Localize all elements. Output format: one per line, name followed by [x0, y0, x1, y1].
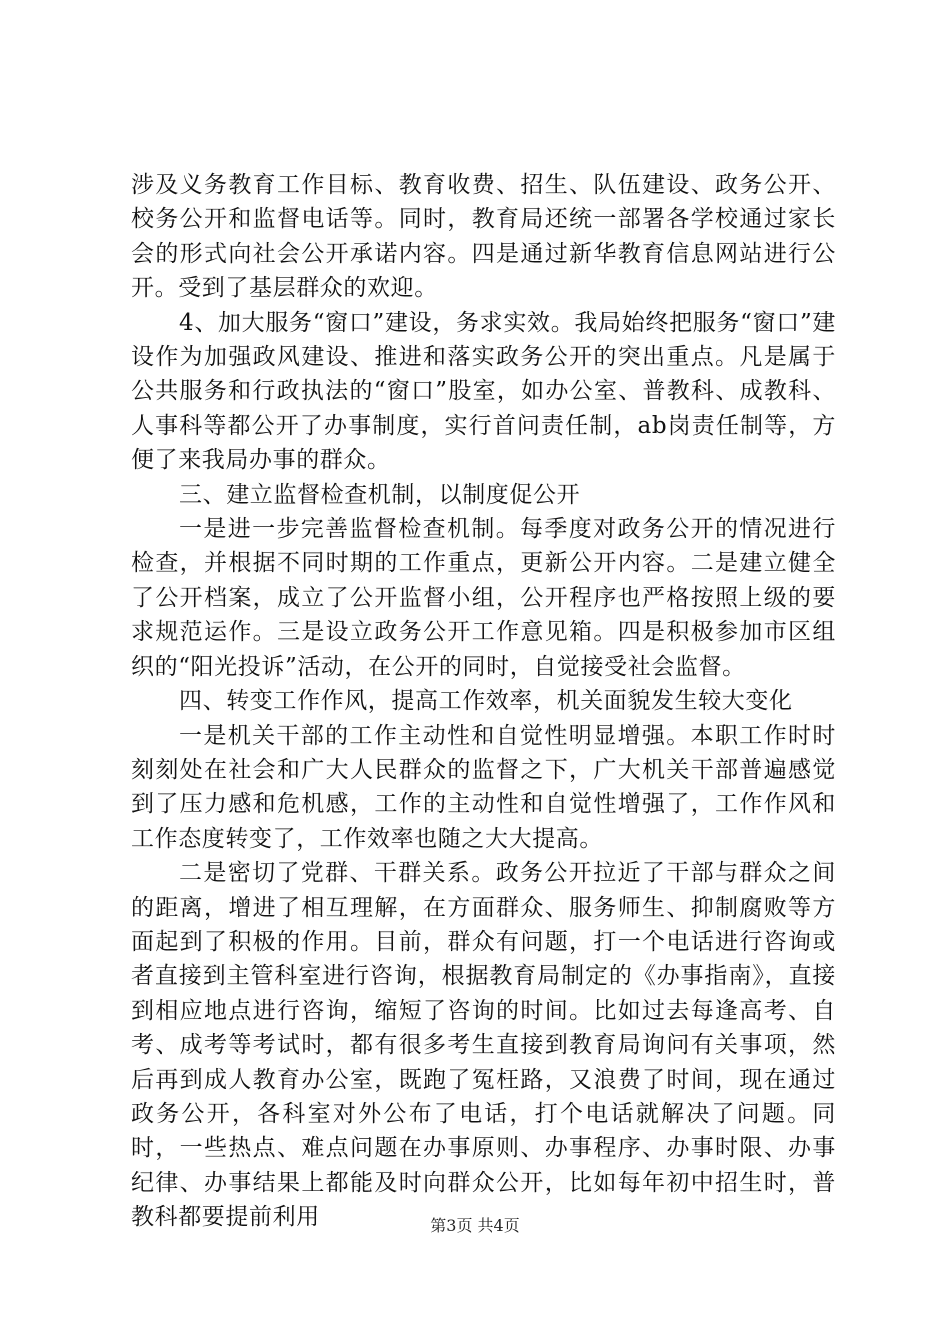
paragraph-supervision: 一是进一步完善监督检查机制。每季度对政务公开的情况进行检查，并根据不同时期的工作重点，更新公开内容。二是建立健全了公开档案，成立了公开监督小组，公开程序也严格按照上级的要求规范运作。三是设立政务公开工作意见箱。四是积极参加市区组织的“阳光投诉”活动，在公开的同时，自觉接受社会监督。	[131, 516, 836, 680]
paragraph-service-window: 4、加大服务“窗口”建设，务求实效。我局始终把服务“窗口”建设作为加强政风建设、推进和落实政务公开的突出重点。凡是属于公共服务和行政执法的“窗口”股室，如办公室、普教科、成教科、人事科等都公开了办事制度，实行首问责任制，ab岗责任制等，方便了来我局办事的群众。	[131, 309, 836, 474]
paragraph-relations: 二是密切了党群、干群关系。政务公开拉近了干部与群众之间的距离，增进了相互理解，在方面群众、服务师生、抑制腐败等方面起到了积极的作用。目前，群众有问题，打一个电话进行咨询或者直接到主管科室进行咨询，根据教育局制定的《办事指南》，直接到相应地点进行咨询，缩短了咨询的时间。比如过去每逢高考、自考、成考等考试时，都有很多考生直接到教育局询问有关事项，然后再到成人教育办公室，既跑了冤枉路，又浪费了时间，现在通过政务公开，各科室对外公布了电话，打个电话就解决了问题。同时，一些热点、难点问题在办事原则、办事程序、办事时限、办事纪律、办事结果上都能及时向群众公开，比如每年初中招生时，普教科都要提前利用	[131, 860, 836, 1231]
page-footer: 第3页 共4页	[430, 1216, 520, 1235]
document-body	[131, 168, 836, 1235]
paragraph-continued: 涉及义务教育工作目标、教育收费、招生、队伍建设、政务公开、校务公开和监督电话等。同时，教育局还统一部署各学校通过家长会的形式向社会公开承诺内容。四是通过新华教育信息网站进行公开。受到了基层群众的欢迎。	[131, 172, 836, 302]
paragraph-initiative: 一是机关干部的工作主动性和自觉性明显增强。本职工作时时刻刻处在社会和广大人民群众的监督之下，广大机关干部普遍感觉到了压力感和危机感，工作的主动性和自觉性增强了，工作作风和工作态度转变了，工作效率也随之大大提高。	[131, 722, 836, 852]
section-heading-supervision: 三、建立监督检查机制，以制度促公开	[179, 481, 581, 508]
section-heading-work-style: 四、转变工作作风，提高工作效率，机关面貌发生较大变化	[179, 688, 793, 715]
